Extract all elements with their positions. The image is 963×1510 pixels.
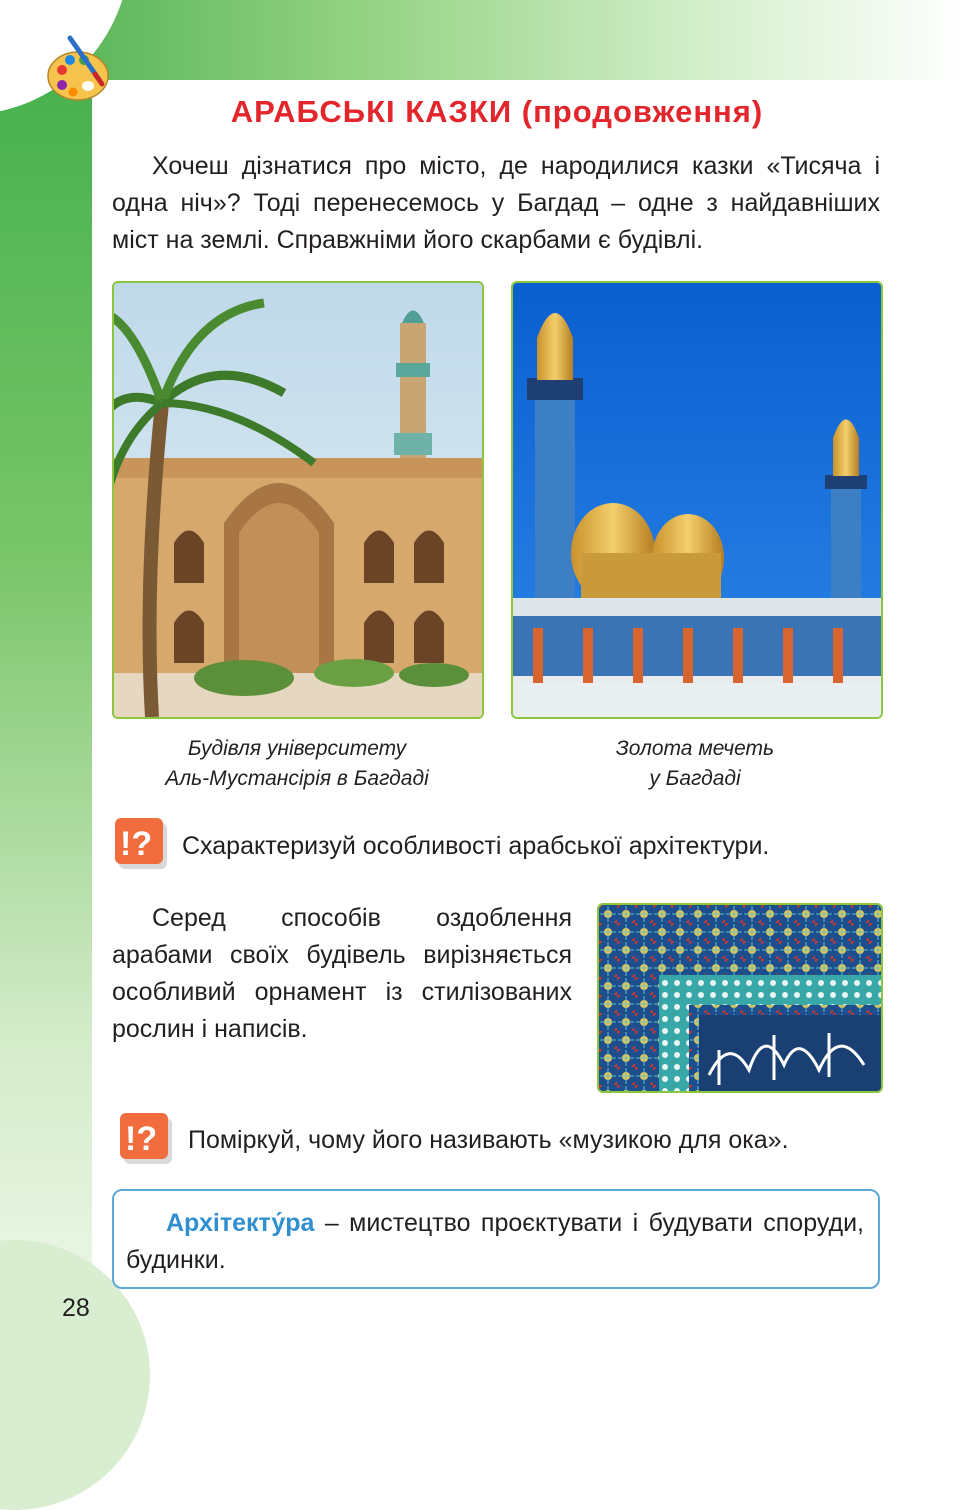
mosque-caption-line1: Золота мечеть	[615, 737, 775, 760]
intro-paragraph: Хочеш дізнатися про місто, де народилися казки «Тисяча і одна ніч»? Тоді перенесемось у Багдад – одне з найдавніших міст на землі. Справжніми його скарбами є будівлі.	[112, 152, 880, 254]
left-green-band	[0, 0, 92, 1394]
definition-box	[112, 1189, 880, 1289]
task-2-text: Поміркуй, чому його називають «музикою для ока».	[188, 1126, 789, 1154]
mosque-caption-line2: у Багдаді	[649, 767, 741, 790]
definition-body: – мистецтво проєктувати і будувати споруди, будинки.	[126, 1209, 864, 1274]
mosque-caption	[511, 734, 879, 794]
university-photo	[112, 281, 484, 719]
university-caption	[112, 734, 482, 794]
task-1-text: Схарактеризуй особливості арабської архітектури.	[182, 832, 770, 860]
ornament-photo	[597, 903, 883, 1093]
page-number: 28	[62, 1294, 90, 1322]
question-mark-icon	[113, 815, 171, 873]
golden-mosque-photo	[511, 281, 883, 719]
definition-term: Архітекту́ра	[166, 1209, 315, 1237]
svg-text:!?: !?	[125, 1120, 158, 1158]
question-mark-icon	[118, 1110, 176, 1168]
svg-text:!?: !?	[120, 825, 153, 863]
top-green-band	[0, 0, 963, 80]
university-caption-line2: Аль-Мустансірія в Багдаді	[165, 767, 429, 790]
definition-text	[126, 1205, 864, 1279]
university-caption-line1: Будівля університету	[187, 737, 407, 760]
page-title: АРАБСЬКІ КАЗКИ (продовження)	[230, 94, 764, 129]
ornament-paragraph: Серед способів оздоблення арабами своїх будівель вирізняється особливий орнамент із стилізованих рослин і написів.	[112, 904, 572, 1043]
